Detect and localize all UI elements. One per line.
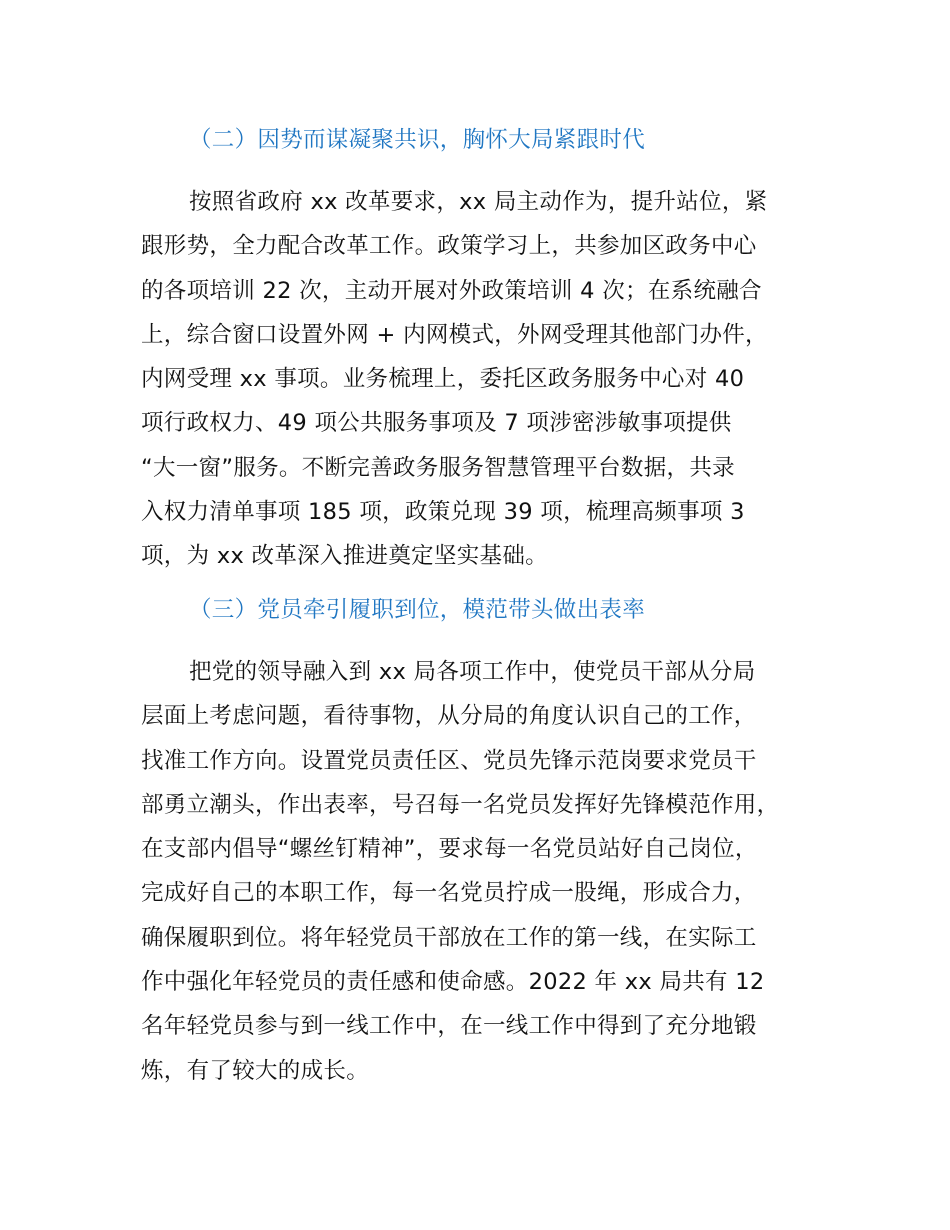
paragraph-line: 项，为 xx 改革深入推进奠定坚实基础。 bbox=[141, 543, 548, 570]
paragraph-line: 跟形势，全力配合改革工作。政策学习上，共参加区政务中心 bbox=[141, 233, 757, 260]
paragraph-line: 确保履职到位。将年轻党员干部放在工作的第一线，在实际工 bbox=[141, 924, 757, 951]
paragraph-line: 入权力清单事项 185 项，政策兑现 39 项，梳理高频事项 3 bbox=[141, 499, 745, 526]
section-heading-3: （三）党员牵引履职到位，模范带头做出表率 bbox=[189, 597, 646, 623]
paragraph-line: 名年轻党员参与到一线工作中，在一线工作中得到了充分地锻 bbox=[141, 1013, 757, 1040]
paragraph-line: 按照省政府 xx 改革要求，xx 局主动作为，提升站位，紧 bbox=[189, 189, 768, 215]
section-heading-2: （二）因势而谋凝聚共识，胸怀大局紧跟时代 bbox=[189, 127, 646, 153]
paragraph-line: 部勇立潮头，作出表率，号召每一名党员发挥好先锋模范作用， bbox=[141, 791, 780, 818]
paragraph-line: 项行政权力、49 项公共服务事项及 7 项涉密涉敏事项提供 bbox=[141, 410, 732, 437]
paragraph-line: 作中强化年轻党员的责任感和使命感。2022 年 xx 局共有 12 bbox=[141, 969, 765, 996]
paragraph-line: 找准工作方向。设置党员责任区、党员先锋示范岗要求党员干 bbox=[141, 747, 757, 774]
paragraph-line: 内网受理 xx 事项。业务梳理上，委托区政务服务中心对 40 bbox=[141, 366, 745, 393]
paragraph-line: 炼，有了较大的成长。 bbox=[141, 1057, 370, 1084]
paragraph-line: 把党的领导融入到 xx 局各项工作中，使党员干部从分局 bbox=[189, 659, 756, 685]
paragraph-line: 完成好自己的本职工作，每一名党员拧成一股绳，形成合力， bbox=[141, 880, 757, 907]
paragraph-line: “大一窗”服务。不断完善政务服务智慧管理平台数据，共录 bbox=[141, 454, 735, 481]
paragraph-line: 上，综合窗口设置外网 + 内网模式，外网受理其他部门办件， bbox=[141, 321, 768, 348]
paragraph-line: 的各项培训 22 次，主动开展对外政策培训 4 次；在系统融合 bbox=[141, 277, 762, 304]
section-3-paragraph bbox=[141, 650, 841, 1093]
paragraph-line: 在支部内倡导“螺丝钉精神”，要求每一名党员站好自己岗位， bbox=[141, 836, 758, 863]
paragraph-line: 层面上考虑问题，看待事物，从分局的角度认识自己的工作， bbox=[141, 703, 757, 730]
section-2-paragraph bbox=[141, 180, 841, 579]
